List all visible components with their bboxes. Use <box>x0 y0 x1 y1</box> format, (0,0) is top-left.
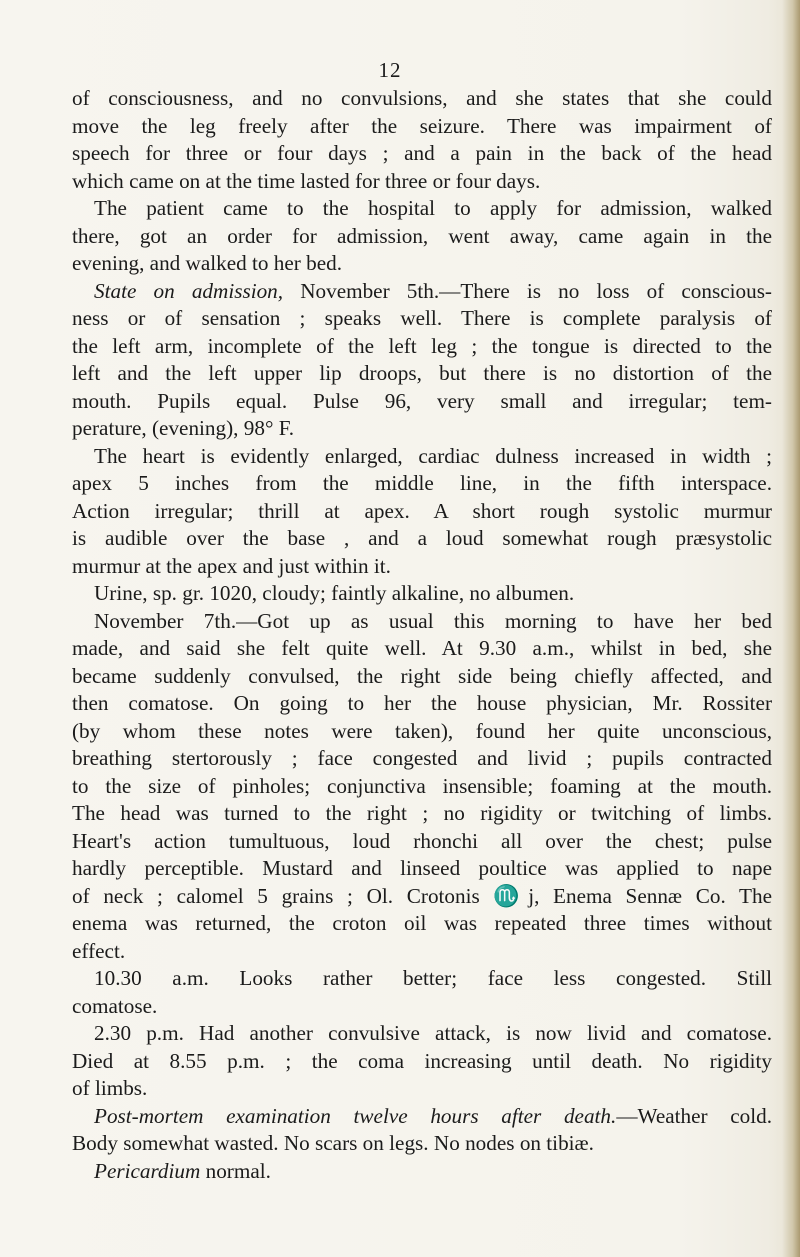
text-line: ness or of sensation ; speaks well. There is complete paralysis of <box>72 306 772 330</box>
text-line-state-on-admission <box>72 278 772 306</box>
text-line: is audible over the base , and a loud somewhat rough præsystolic <box>72 526 772 550</box>
italic-heading-pericardium: Pericardium <box>94 1158 201 1183</box>
italic-heading-post-mortem: Post-mortem examination twelve hours after death. <box>94 1103 617 1128</box>
text-line: Died at 8.55 p.m. ; the coma increasing until death. No rigidity <box>72 1048 772 1073</box>
text-line: to the size of pinholes; conjunctiva insensible; foaming at the mouth. <box>72 773 772 798</box>
text-line: became suddenly convulsed, the right side being chiefly affected, and <box>72 663 772 688</box>
text-line: (by whom these notes were taken), found her quite unconscious, <box>72 718 772 743</box>
text-line: apex 5 inches from the middle line, in the fifth interspace. <box>72 471 772 495</box>
text-line: Urine, sp. gr. 1020, cloudy; faintly alkaline, no albumen. <box>94 581 575 605</box>
text-line: of consciousness, and no convulsions, and she states that she could <box>72 86 772 110</box>
text-line: 2.30 p.m. Had another convulsive attack, is now livid and comatose. <box>94 1021 772 1045</box>
text-line: of neck ; calomel 5 grains ; Ol. Crotonis ♏j, Enema Sennæ Co. The <box>72 883 772 908</box>
page-number: 12 <box>378 58 402 82</box>
text-line: which came on at the time lasted for three or four days. <box>72 168 541 193</box>
text-line-pericardium <box>72 1158 772 1186</box>
text-line: mouth. Pupils equal. Pulse 96, very small and irregular; tem- <box>72 388 772 413</box>
page-edge-shadow <box>782 0 800 1257</box>
text-line: then comatose. On going to her the house physician, Mr. Rossiter <box>72 691 772 715</box>
text-line: breathing stertorously ; face congested and livid ; pupils contracted <box>72 746 772 770</box>
text-line: hardly perceptible. Mustard and linseed poultice was applied to nape <box>72 856 772 880</box>
text-line: Action irregular; thrill at apex. A short rough systolic murmur <box>72 498 772 523</box>
text-line: enema was returned, the croton oil was repeated three times without <box>72 911 772 935</box>
text-line: comatose. <box>72 993 158 1018</box>
text-line: made, and said she felt quite well. At 9.30 a.m., whilst in bed, she <box>72 636 772 660</box>
text-line: perature, (evening), 98° F. <box>72 416 295 440</box>
text-line: evening, and walked to her bed. <box>72 251 343 275</box>
text-run: November 5th.—There is no loss of conscious- <box>283 278 772 303</box>
text-line: Body somewhat wasted. No scars on legs. No nodes on tibiæ. <box>72 1131 594 1155</box>
text-run: normal. <box>200 1158 271 1183</box>
italic-heading-state-on-admission: State on admission, <box>94 278 284 303</box>
text-line: The patient came to the hospital to apply for admission, walked <box>94 196 772 220</box>
text-line: speech for three or four days ; and a pain in the back of the head <box>72 141 772 165</box>
body-text <box>72 85 772 1185</box>
text-line: there, got an order for admission, went away, came again in the <box>72 223 772 248</box>
text-line: 10.30 a.m. Looks rather better; face less congested. Still <box>94 966 772 990</box>
text-run: —Weather cold. <box>616 1103 773 1128</box>
text-line: left and the left upper lip droops, but there is no distortion of the <box>72 361 772 385</box>
text-line: the left arm, incomplete of the left leg ; the tongue is directed to the <box>72 333 772 358</box>
text-line-post-mortem <box>72 1103 772 1131</box>
text-line: November 7th.—Got up as usual this morning to have her bed <box>94 608 772 633</box>
text-line: of limbs. <box>72 1076 148 1100</box>
text-line: The head was turned to the right ; no rigidity or twitching of limbs. <box>72 801 772 825</box>
text-line: The heart is evidently enlarged, cardiac dulness increased in width ; <box>94 443 772 468</box>
text-line: effect. <box>72 938 126 963</box>
text-line: move the leg freely after the seizure. There was impairment of <box>72 113 772 138</box>
text-line: murmur at the apex and just within it. <box>72 553 391 578</box>
text-line: Heart's action tumultuous, loud rhonchi all over the chest; pulse <box>72 828 772 853</box>
